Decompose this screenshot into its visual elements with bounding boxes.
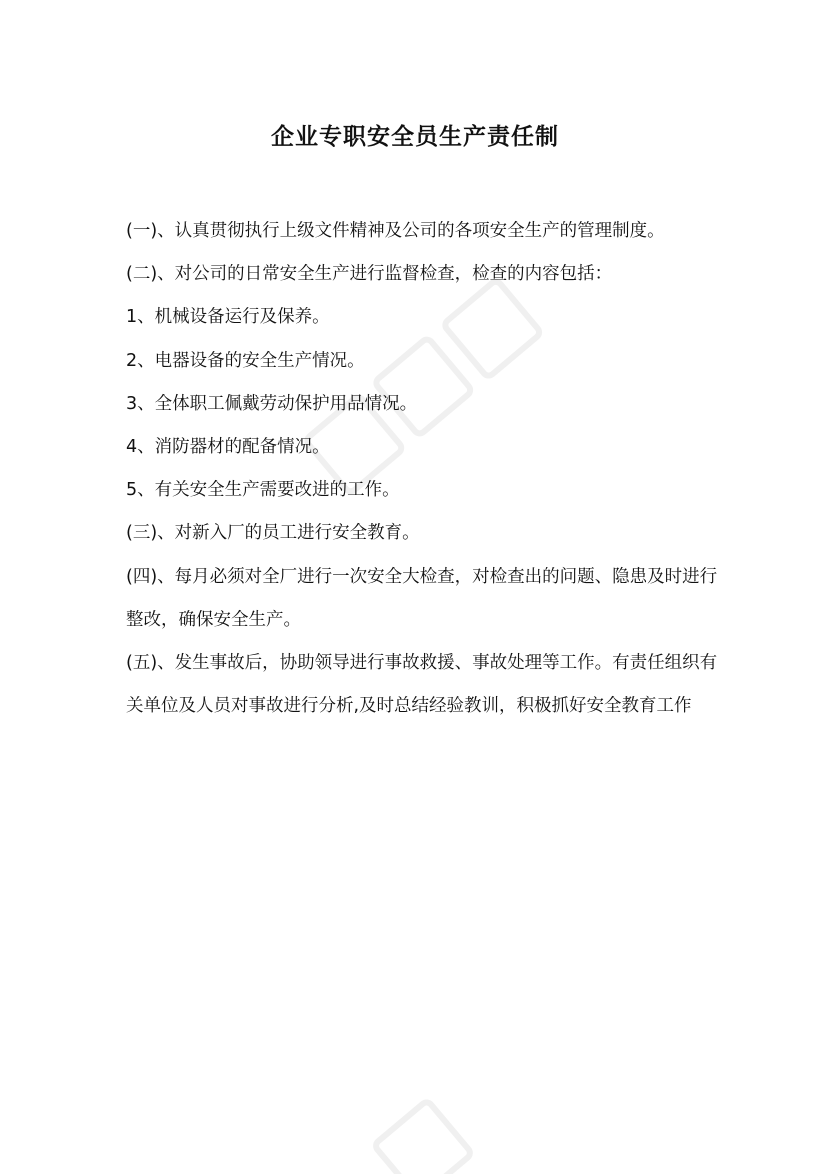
list-item-1: 1、机械设备运行及保养。 <box>126 307 330 328</box>
list-item-2: 2、电器设备的安全生产情况。 <box>126 350 365 371</box>
paragraph-item-2: (二)、对公司的日常安全生产进行监督检查，检查的内容包括： <box>126 264 613 285</box>
list-item-5: 5、有关安全生产需要改进的工作。 <box>126 480 400 501</box>
list-item-4: 4、消防器材的配备情况。 <box>126 437 330 458</box>
list-item-3: 3、全体职工佩戴劳动保护用品情况。 <box>126 393 418 414</box>
paragraph-item-1: (一)、认真贯彻执行上级文件精神及公司的各项安全生产的管理制度。 <box>126 221 665 241</box>
document-title: 企业专职安全员生产责任制 <box>271 124 559 150</box>
paragraph-item-5: (五)、发生事故后，协助领导进行事故救援、事故处理等工作。有责任组织有关单位及人员对事故进行分析,及时总结经验教训，积极抓好安全教育工作 <box>126 653 718 717</box>
paragraph-item-3: (三)、对新入厂的员工进行安全教育。 <box>126 523 420 544</box>
paragraph-item-4: (四)、每月必须对全厂进行一次安全大检查，对检查出的问题、隐患及时进行整改，确保安全生产。 <box>126 566 718 630</box>
document-body <box>126 210 726 728</box>
